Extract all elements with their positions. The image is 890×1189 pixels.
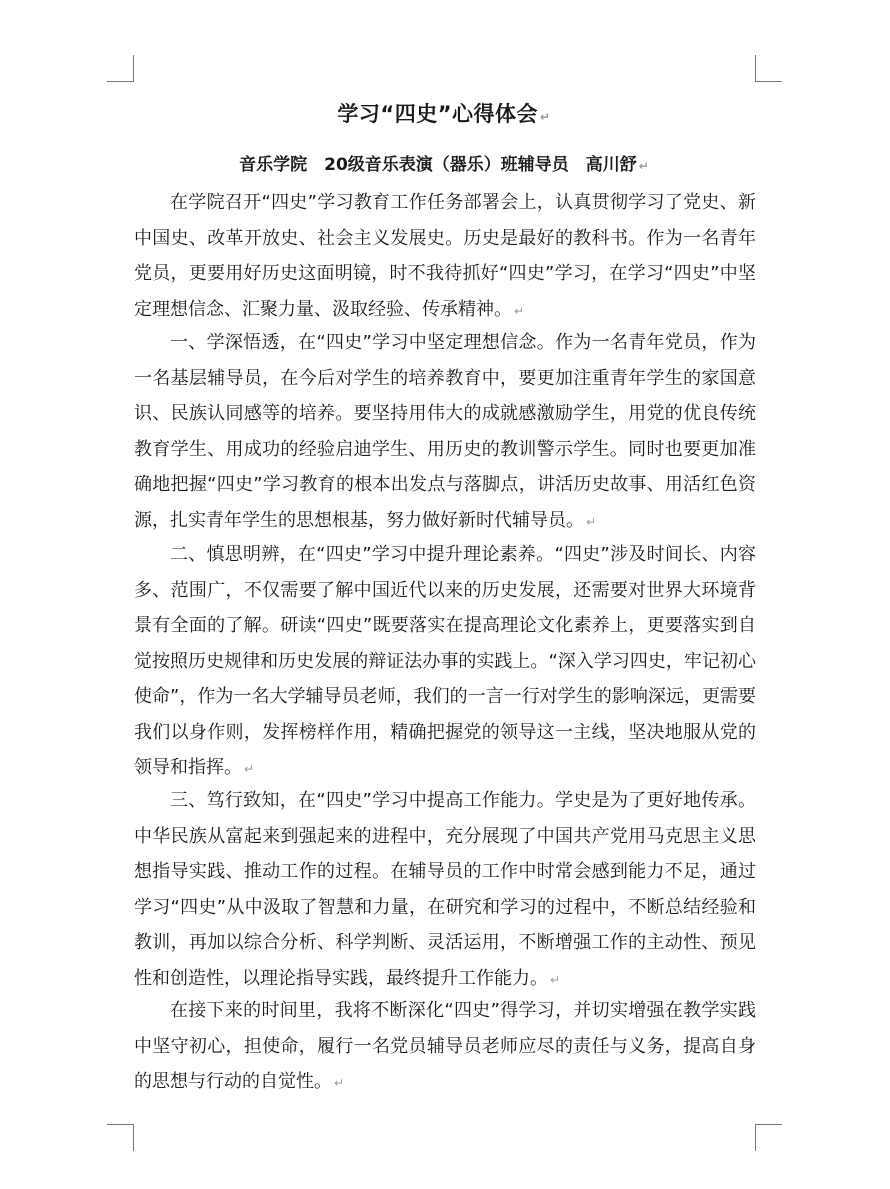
paragraph-mark-icon: ↵ bbox=[540, 110, 551, 124]
paragraph-section-three bbox=[134, 783, 756, 998]
paragraph-mark-icon: ↵ bbox=[334, 1076, 345, 1090]
paragraph-text: 一、学深悟透，在“四史”学习中坚定理想信念。作为一名青年党员，作为一名基层辅导员，在今后对学生的培养教育中，要更加注重青年学生的家国意识、民族认同感等的培养。要坚持用伟大的成就感激励学生，用党的优良传统教育学生、用成功的经验启迪学生、用历史的教训警示学生。同时也要更加准确地把握“四史”学习教育的根本出发点与落脚点，讲活历史故事、用活红色资源，扎实青年学生的思想根基，努力做好新时代辅导员。 bbox=[134, 332, 756, 531]
paragraph-conclusion bbox=[134, 993, 756, 1102]
author-text: 音乐学院 20级音乐表演（器乐）班辅导员 高川舒 bbox=[239, 155, 637, 175]
crop-mark-bottom-right bbox=[755, 1124, 782, 1151]
crop-mark-bottom-left bbox=[107, 1124, 134, 1151]
crop-mark-top-right bbox=[755, 55, 782, 82]
paragraph-section-two bbox=[134, 537, 756, 788]
author-line bbox=[134, 150, 754, 181]
paragraph-text: 二、慎思明辨，在“四史”学习中提升理论素养。“四史”涉及时间长、内容多、范围广，不仅需要了解中国近代以来的历史发展，还需要对世界大环境背景有全面的了解。研读“四史”既要落实在提高理论文化素养上，更要落实到自觉按照历史规律和历史发展的辩证法办事的实践上。“深入学习四史，牢记初心使命”，作为一名大学辅导员老师，我们的一言一行对学生的影响深远，更需要我们以身作则，发挥榜样作用，精确把握党的领导这一主线，坚决地服从党的领导和指挥。 bbox=[134, 544, 756, 778]
paragraph-mark-icon: ↵ bbox=[244, 762, 255, 776]
paragraph-mark-icon: ↵ bbox=[586, 514, 597, 529]
paragraph-text: 在学院召开“四史”学习教育工作任务部署会上，认真贯彻学习了党史、新中国史、改革开放史、社会主义发展史。历史是最好的教科书。作为一名青年党员，更要用好历史这面明镜，时不我待抓好“四史”学习，在学习“四史”中坚定理想信念、汇聚力量、汲取经验、传承精神。 bbox=[134, 192, 756, 320]
paragraph-mark-icon: ↵ bbox=[514, 303, 525, 318]
paragraph-text: 在接下来的时间里，我将不断深化“四史”得学习，并切实增强在教学实践中坚守初心，担使命，履行一名党员辅导员老师应尽的责任与义务，提高自身的思想与行动的自觉性。 bbox=[134, 1000, 756, 1092]
document-title bbox=[134, 98, 754, 133]
paragraph-section-one bbox=[134, 325, 756, 540]
paragraph-intro bbox=[134, 185, 756, 329]
paragraph-mark-icon: ↵ bbox=[638, 159, 649, 173]
paragraph-mark-icon: ↵ bbox=[550, 972, 561, 987]
paragraph-text: 三、笃行致知，在“四史”学习中提高工作能力。学史是为了更好地传承。中华民族从富起来到强起来的进程中，充分展现了中国共产党用马克思主义思想指导实践、推动工作的过程。在辅导员的工作中时常会感到能力不足，通过学习“四史”从中汲取了智慧和力量，在研究和学习的过程中，不断总结经验和教训，再加以综合分析、科学判断、灵活运用，不断增强工作的主动性、预见性和创造性，以理论指导实践，最终提升工作能力。 bbox=[134, 790, 756, 989]
crop-mark-top-left bbox=[107, 55, 134, 82]
title-text: 学习“四史”心得体会 bbox=[337, 102, 539, 126]
